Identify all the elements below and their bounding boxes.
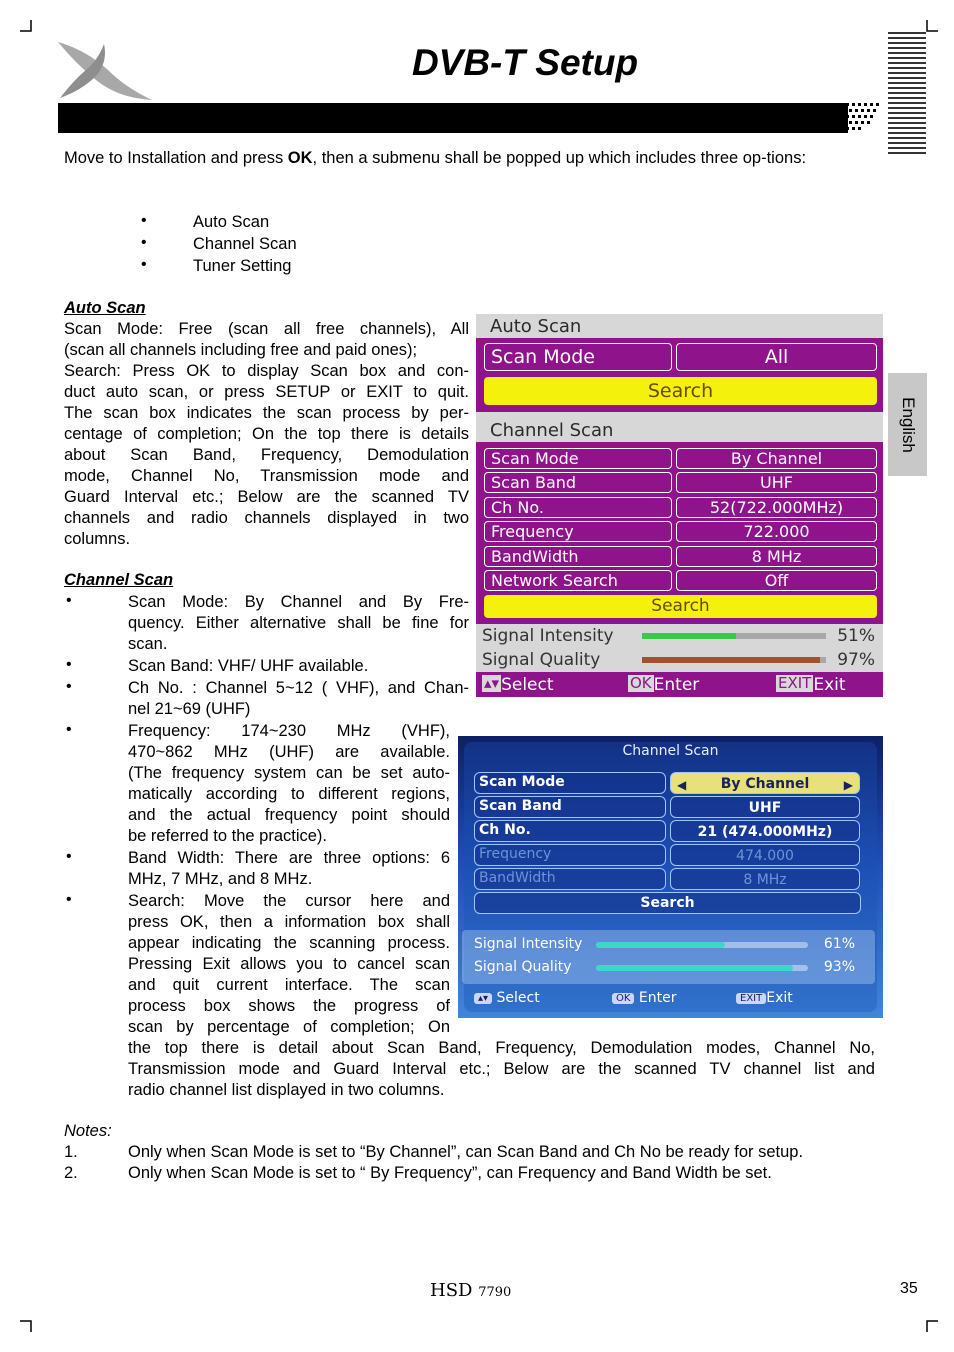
menu-row-value-box — [670, 796, 860, 818]
menu-row-value: By Channel — [730, 449, 823, 468]
intro-paragraph — [64, 148, 875, 169]
auto-scan-menu-screenshot — [476, 314, 883, 697]
bullet-dot: • — [141, 256, 147, 273]
auto-scan-title-bar — [476, 314, 883, 338]
menu-row-scan-band[interactable] — [484, 472, 877, 493]
text-line: Frequency: 174~230 MHz (VHF), — [128, 722, 450, 740]
menu-row-frequency[interactable] — [484, 521, 877, 542]
signal-intensity-bar — [642, 633, 826, 639]
menu-row-value-box — [676, 546, 877, 567]
text-line: (scan all channels including free and paid ones); — [64, 341, 418, 359]
crop-mark-bottom-left — [20, 1320, 32, 1332]
exit-key: EXIT — [736, 993, 766, 1004]
select-hint — [474, 990, 540, 1006]
menu-row-scan-mode[interactable] — [484, 343, 877, 371]
list-item — [128, 678, 469, 720]
signal-intensity-fill — [596, 942, 725, 948]
menu-row-label-box — [484, 521, 672, 542]
menu-row-label-box — [484, 497, 672, 518]
signal-quality-row — [476, 648, 883, 672]
exit-hint — [776, 675, 846, 695]
menu-footer — [466, 988, 875, 1012]
menu-row-label: BandWidth — [491, 547, 579, 566]
text-line: and the actual frequency point should — [128, 806, 450, 824]
signal-intensity-bar — [596, 942, 808, 948]
signal-quality-bar — [596, 965, 808, 971]
menu-row-label: Scan Mode — [491, 449, 579, 468]
menu-row-label: BandWidth — [479, 870, 556, 886]
text-line: be referred to the practice). — [128, 827, 328, 845]
menu-row-frequency — [474, 844, 862, 866]
text-line: press OK, then a information box shall — [128, 913, 450, 931]
signal-quality-fill — [642, 657, 820, 663]
intro-ok-key: OK — [287, 149, 313, 167]
language-tab — [888, 373, 927, 476]
signal-intensity-label: Signal Intensity — [474, 936, 583, 952]
signal-quality-row — [466, 957, 875, 979]
text-line: MHz, 7 MHz, and 8 MHz. — [128, 870, 313, 888]
bullet-dot: • — [66, 656, 72, 673]
menu-row-label: Scan Mode — [479, 774, 565, 790]
menu-row-value-box — [670, 772, 860, 794]
chevron-left-icon[interactable]: ◀ — [677, 778, 687, 792]
menu-row-value: By Channel — [720, 776, 810, 792]
crop-mark-top-right — [926, 20, 938, 32]
note-number: 2. — [64, 1164, 78, 1182]
menu-row-value-box — [676, 497, 877, 518]
menu-row-value: 8 MHz — [743, 872, 787, 888]
exit-key: EXIT — [778, 674, 812, 692]
select-label: Select — [496, 990, 540, 1006]
text-line: process box shows the progress of — [128, 997, 450, 1015]
menu-row-value-box — [670, 844, 860, 866]
menu-row-label: Scan Mode — [491, 346, 595, 368]
bullet-dot: • — [66, 678, 72, 695]
list-item — [128, 656, 469, 677]
menu-row-value-box — [670, 820, 860, 842]
bullet-dot: • — [66, 592, 72, 609]
header-dot-pattern — [840, 101, 884, 135]
model-name — [430, 1280, 511, 1301]
signal-intensity-label: Signal Intensity — [482, 626, 614, 646]
menu-row-label-box — [484, 546, 672, 567]
auto-scan-heading: Auto Scan — [64, 299, 146, 317]
menu-row-value-box — [676, 343, 877, 371]
text-line: centage of completion; On the top there is details — [64, 425, 469, 443]
menu-row-value-box — [676, 570, 877, 591]
text-line: Band Width: There are three options: 6 — [128, 849, 450, 867]
text-line: scan by percentage of completion; On — [128, 1018, 450, 1036]
channel-scan-menu-screenshot — [458, 736, 883, 1018]
list-item: Channel Scan — [193, 235, 297, 253]
bullet-dot: • — [141, 234, 147, 251]
crop-mark-top-left — [20, 20, 32, 32]
menu-row-network-search[interactable] — [484, 570, 877, 591]
menu-row-value-box — [676, 521, 877, 542]
text-line: scan. — [128, 635, 168, 653]
model-prefix: HSD — [430, 1280, 473, 1301]
menu-row-scan-band[interactable] — [474, 796, 862, 818]
menu-row-value: 474.000 — [736, 848, 794, 864]
text-line: 470~862 MHz (UHF) are available. — [128, 743, 450, 761]
signal-quality-bar — [642, 657, 826, 663]
menu-row-value-box — [670, 868, 860, 890]
search-button[interactable]: Search — [484, 377, 877, 405]
signal-intensity-row — [476, 624, 883, 648]
text-line: the top there is detail about Scan Band, Frequency, Demodulation modes, Channel No, — [128, 1039, 875, 1057]
edge-stripe-pattern — [888, 32, 926, 160]
signal-intensity-fill — [642, 633, 736, 639]
signal-intensity-value: 61% — [823, 936, 855, 952]
menu-row-value: 52(722.000MHz) — [709, 498, 844, 517]
list-item: Auto Scan — [193, 213, 270, 231]
signal-quality-value: 97% — [837, 650, 875, 670]
menu-row-label-box — [474, 844, 666, 866]
exit-hint — [736, 990, 793, 1006]
menu-row-value: All — [764, 346, 789, 368]
text-line: Search: Press OK to display Scan box and con- — [64, 362, 469, 380]
enter-hint — [612, 990, 676, 1006]
note-number: 1. — [64, 1143, 78, 1161]
menu-row-label: Ch No. — [491, 498, 544, 517]
text-line: The scan box indicates the scan process by per- — [64, 404, 469, 422]
brand-logo — [56, 40, 156, 102]
list-item — [128, 721, 450, 847]
menu-row-value: 722.000 — [743, 522, 810, 541]
enter-label: Enter — [653, 675, 700, 695]
list-item — [128, 592, 469, 655]
menu-row-value: 8 MHz — [751, 547, 802, 566]
enter-label: Enter — [638, 990, 677, 1006]
menu-row-label-box — [484, 570, 672, 591]
language-tab-label: English — [898, 396, 918, 453]
signal-intensity-row — [466, 934, 875, 956]
page-number: 35 — [900, 1280, 918, 1297]
text-line: Search: Move the cursor here and — [128, 892, 450, 910]
model-number: 7790 — [478, 1285, 512, 1300]
menu-row-label: Frequency — [479, 846, 552, 862]
search-button[interactable]: Search — [484, 595, 877, 618]
menu-row-value: UHF — [760, 473, 793, 492]
bullet-dot: • — [141, 212, 147, 229]
list-item: Tuner Setting — [193, 257, 292, 275]
text-line: appear indicating the scanning process. — [128, 934, 450, 952]
channel-scan-panel — [476, 442, 883, 624]
menu-row-value: 21 (474.000MHz) — [697, 824, 833, 840]
channel-scan-title-bar — [476, 418, 883, 442]
header-bar — [58, 103, 848, 133]
menu-row-scan-mode[interactable] — [474, 772, 862, 794]
menu-row-value: UHF — [748, 800, 782, 816]
signal-quality-value: 93% — [823, 959, 855, 975]
menu-row-bandwidth[interactable] — [484, 546, 877, 567]
text-line: Scan Mode: Free (scan all free channels), All — [64, 320, 469, 338]
menu-row-label-box — [484, 448, 672, 469]
text-line: radio channel list displayed in two columns. — [128, 1081, 445, 1099]
menu-row-label: Ch No. — [479, 822, 531, 838]
menu-row-label: Scan Band — [491, 473, 577, 492]
intro-text-end: , then a submenu shall be popped up which includes three op-tions: — [312, 149, 807, 167]
enter-hint — [628, 675, 699, 695]
list-item — [128, 848, 450, 890]
exit-label: Exit — [813, 675, 846, 695]
text-line: columns. — [64, 530, 131, 548]
menu-row-label-box — [474, 796, 666, 818]
intro-text-start: Move to Installation and press — [64, 149, 288, 167]
auto-scan-paragraph — [64, 319, 469, 550]
bullet-dot: • — [66, 848, 72, 865]
text-line: quency. Either alternative shall be fine for — [128, 614, 469, 632]
menu-row-label-box — [474, 820, 666, 842]
menu-row-value: Off — [764, 571, 789, 590]
menu-title: Channel Scan — [490, 420, 614, 441]
ok-key: OK — [612, 993, 634, 1004]
text-line: duct auto scan, or press SETUP or EXIT to quit. — [64, 383, 469, 401]
menu-row-label-box — [484, 472, 672, 493]
select-label: Select — [501, 675, 554, 695]
up-down-arrow-icon: ▴▾ — [474, 993, 492, 1004]
menu-row-scan-mode[interactable] — [484, 448, 877, 469]
menu-row-label: Frequency — [491, 522, 574, 541]
menu-row-label-box — [484, 343, 672, 371]
text-line: about Scan Band, Frequency, Demodulation — [64, 446, 469, 464]
select-hint — [482, 675, 554, 695]
menu-row-ch-no[interactable] — [484, 497, 877, 518]
exit-label: Exit — [766, 990, 793, 1006]
menu-footer — [476, 672, 883, 697]
signal-quality-fill — [596, 965, 793, 971]
menu-row-value-box — [676, 448, 877, 469]
text-line: Scan Band: VHF/ UHF available. — [128, 657, 369, 675]
auto-scan-panel — [476, 338, 883, 412]
text-line: Ch No. : Channel 5~12 ( VHF), and Chan- — [128, 679, 469, 697]
channel-scan-heading: Channel Scan — [64, 571, 174, 589]
text-line: Scan Mode: By Channel and By Fre- — [128, 593, 469, 611]
search-button[interactable]: Search — [474, 892, 861, 914]
menu-row-label-box — [474, 868, 666, 890]
ok-key: OK — [630, 674, 652, 692]
text-line: channels and radio channels displayed in two — [64, 509, 469, 527]
menu-title: Auto Scan — [490, 316, 582, 337]
crop-mark-bottom-right — [926, 1320, 938, 1332]
text-line: (The frequency system can be set auto- — [128, 764, 450, 782]
signal-quality-label: Signal Quality — [474, 959, 572, 975]
text-line: Guard Interval etc.; Below are the scanned TV — [64, 488, 469, 506]
menu-row-bandwidth — [474, 868, 862, 890]
signal-intensity-value: 51% — [837, 626, 875, 646]
menu-row-label: Network Search — [491, 571, 618, 590]
menu-row-label: Scan Band — [479, 798, 562, 814]
bullet-dot: • — [66, 891, 72, 908]
up-down-arrow-icon: ▴▾ — [484, 674, 500, 692]
notes-heading: Notes: — [64, 1122, 112, 1140]
bullet-dot: • — [66, 721, 72, 738]
text-line: Transmission mode and Guard Interval etc.; Below are the scanned TV channel list and — [128, 1060, 875, 1078]
note-text: Only when Scan Mode is set to “ By Frequency”, can Frequency and Band Width be set. — [128, 1164, 772, 1182]
text-line: Pressing Exit allows you to cancel scan — [128, 955, 450, 973]
chevron-right-icon[interactable]: ▶ — [843, 778, 853, 792]
text-line: nel 21~69 (UHF) — [128, 700, 251, 718]
note-text: Only when Scan Mode is set to “By Channel”, can Scan Band and Ch No be ready for setup. — [128, 1143, 804, 1161]
menu-row-value-box — [676, 472, 877, 493]
text-line: and quit current interface. The scan — [128, 976, 450, 994]
menu-row-ch-no[interactable] — [474, 820, 862, 842]
menu-row-label-box — [474, 772, 666, 794]
page-title: DVB-T Setup — [411, 42, 639, 83]
text-line: mode, Channel No, Transmission mode and — [64, 467, 469, 485]
menu-title: Channel Scan — [622, 743, 719, 759]
signal-quality-label: Signal Quality — [482, 650, 601, 670]
text-line: matically according to different regions, — [128, 785, 450, 803]
